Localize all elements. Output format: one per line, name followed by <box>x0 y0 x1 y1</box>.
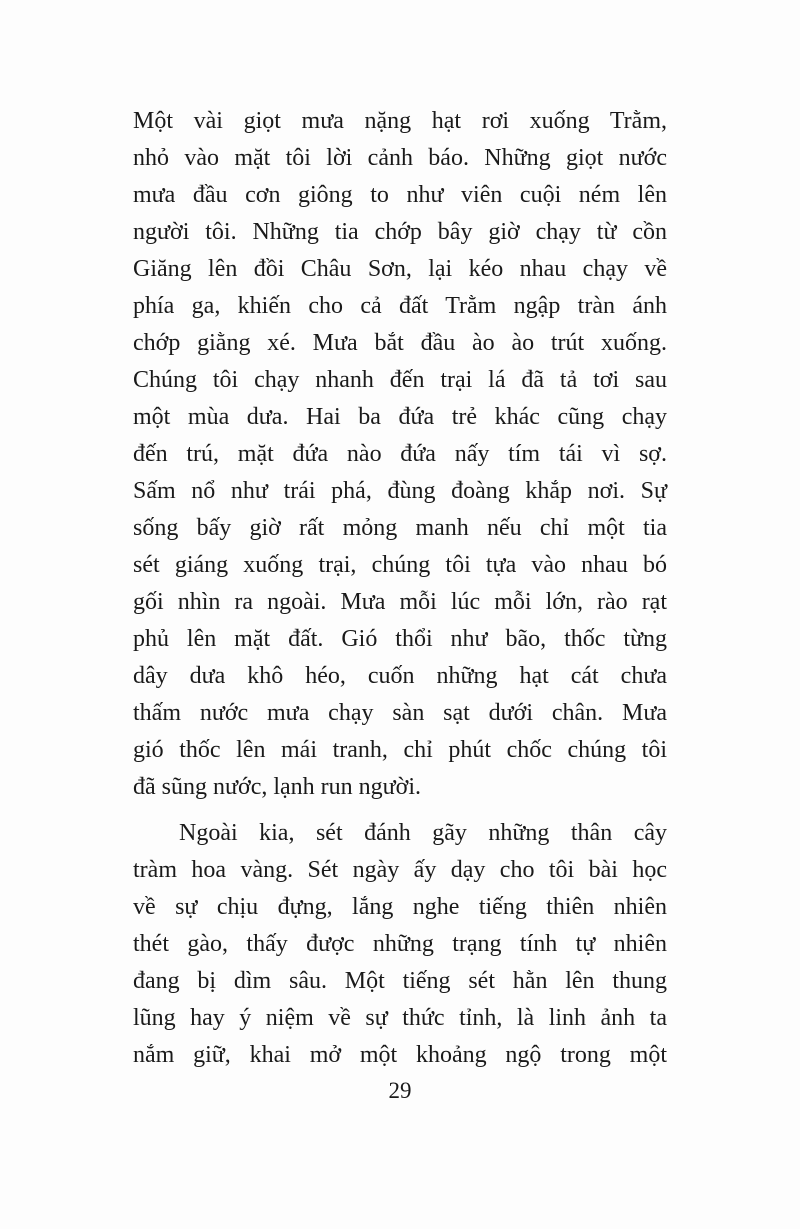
text-line: nắm giữ, khai mở một khoảng ngộ trong một <box>133 1042 667 1068</box>
text-line: gối nhìn ra ngoài. Mưa mỗi lúc mỗi lớn, rào rạt <box>133 589 667 615</box>
text-line: đang bị dìm sâu. Một tiếng sét hằn lên thung <box>133 968 667 994</box>
text-line: gió thốc lên mái tranh, chỉ phút chốc chúng tôi <box>133 737 667 763</box>
text-line: chớp giằng xé. Mưa bắt đầu ào ào trút xuống. <box>133 330 667 356</box>
body-text <box>133 103 667 1074</box>
text-line: thấm nước mưa chạy sàn sạt dưới chân. Mưa <box>133 700 667 726</box>
text-line: Sấm nổ như trái phá, đùng đoàng khắp nơi. Sự <box>133 478 667 504</box>
text-line: một mùa dưa. Hai ba đứa trẻ khác cũng chạy <box>133 404 667 430</box>
text-line: tràm hoa vàng. Sét ngày ấy dạy cho tôi bài học <box>133 857 667 883</box>
text-line: nhỏ vào mặt tôi lời cảnh báo. Những giọt nước <box>133 145 667 171</box>
text-line: Chúng tôi chạy nhanh đến trại lá đã tả tơi sau <box>133 367 667 393</box>
paragraph-2 <box>133 815 667 1074</box>
text-line: lũng hay ý niệm về sự thức tỉnh, là linh ảnh ta <box>133 1005 667 1031</box>
text-line: dây dưa khô héo, cuốn những hạt cát chưa <box>133 663 667 689</box>
text-line: Giăng lên đồi Châu Sơn, lại kéo nhau chạy về <box>133 256 667 282</box>
text-line: phía ga, khiến cho cả đất Trằm ngập tràn ánh <box>133 293 667 319</box>
text-line: Ngoài kia, sét đánh gãy những thân cây <box>179 820 667 846</box>
text-line: mưa đầu cơn giông to như viên cuội ném lên <box>133 182 667 208</box>
text-line: người tôi. Những tia chớp bây giờ chạy từ cồn <box>133 219 667 245</box>
page-number: 29 <box>388 1078 412 1103</box>
text-line: về sự chịu đựng, lắng nghe tiếng thiên nhiên <box>133 894 667 920</box>
text-line: sét giáng xuống trại, chúng tôi tựa vào nhau bó <box>133 552 667 578</box>
paragraph-1 <box>133 103 667 806</box>
text-line: phủ lên mặt đất. Gió thổi như bão, thốc từng <box>133 626 667 652</box>
text-line: đã sũng nước, lạnh run người. <box>133 774 422 800</box>
text-line: sống bấy giờ rất mỏng manh nếu chỉ một tia <box>133 515 667 541</box>
text-line: đến trú, mặt đứa nào đứa nấy tím tái vì sợ. <box>133 441 667 467</box>
text-line: Một vài giọt mưa nặng hạt rơi xuống Trằm, <box>133 108 667 134</box>
text-line: thét gào, thấy được những trạng tính tự nhiên <box>133 931 667 957</box>
